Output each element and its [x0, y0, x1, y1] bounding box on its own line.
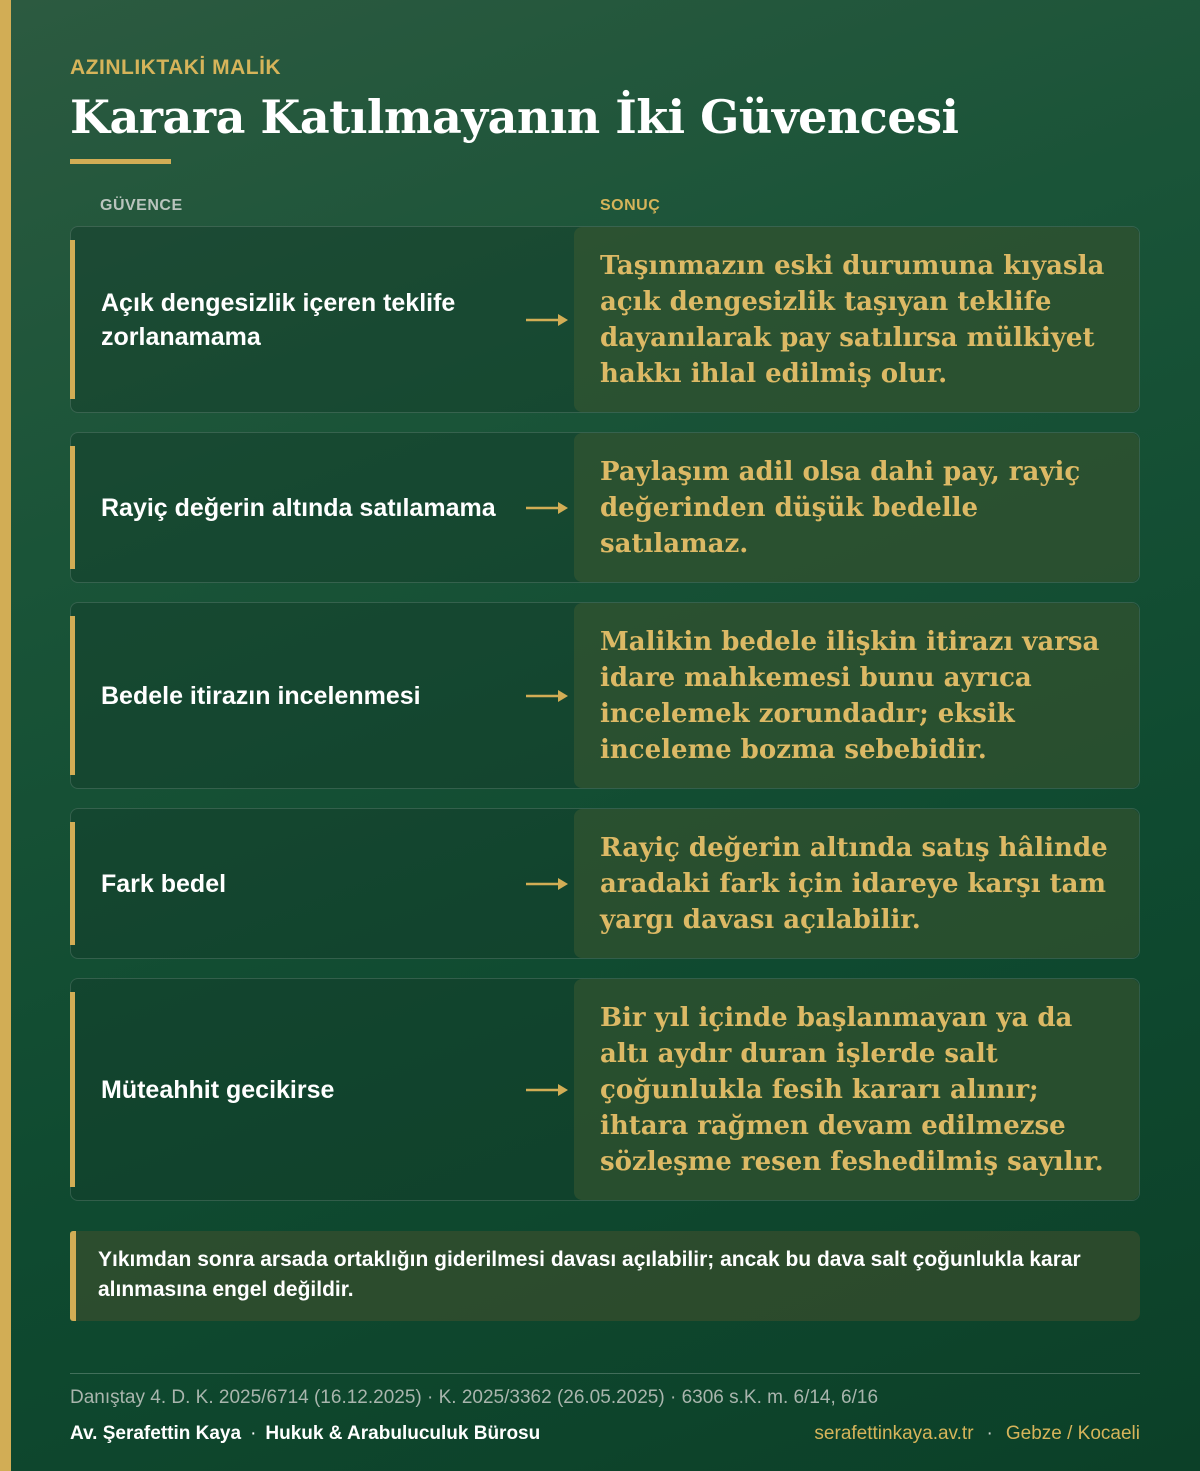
eyebrow-label: AZINLIKTAKİ MALİK: [70, 56, 282, 79]
arrow-right-icon: [526, 689, 568, 703]
arrow-right-icon: [526, 501, 568, 515]
footer-divider: [70, 1373, 1140, 1374]
result-text: Bir yıl içinde başlanmayan ya da altı aydır duran işlerde salt çoğunlukla fesih kararı alınır; ihtara rağmen devam edilmezse sözleşme resen feshedilmiş sayılır.: [600, 1002, 1104, 1177]
result-text: Paylaşım adil olsa dahi pay, rayiç değerinden düşük bedelle satılamaz.: [600, 456, 1081, 559]
note-accent-bar: [70, 1231, 76, 1321]
row-accent-bar: [70, 822, 75, 945]
row-accent-bar: [70, 446, 75, 569]
arrow-right-icon: [526, 313, 568, 327]
guarantee-label: Müteahhit gecikirse: [101, 1075, 335, 1104]
column-header-guarantee: GÜVENCE: [100, 197, 183, 214]
guarantee-row: [70, 432, 1140, 583]
title-underline: [70, 159, 171, 164]
result-text: Taşınmazın eski durumuna kıyasla açık dengesizlik taşıyan teklife dayanılarak pay satılırsa mülkiyet hakkı ihlal edilmiş olur.: [600, 250, 1105, 389]
guarantee-label: Fark bedel: [101, 869, 227, 898]
row-accent-bar: [70, 616, 75, 775]
guarantee-row: [70, 978, 1140, 1201]
arrow-right-icon: [526, 877, 568, 891]
guarantee-row: [70, 808, 1140, 959]
separator-dot: ·: [986, 1423, 993, 1444]
left-gold-stripe: [0, 0, 11, 1471]
row-accent-bar: [70, 992, 75, 1187]
note-text: Yıkımdan sonra arsada ortaklığın giderilmesi davası açılabilir; ancak bu dava salt çoğunlukla karar alınmasına engel değildir.: [98, 1248, 1081, 1301]
guarantee-label: Açık dengesizlik içeren teklife zorlanamama: [101, 288, 456, 351]
footer-credit: [70, 1423, 540, 1445]
column-header-result: SONUÇ: [600, 197, 661, 214]
result-box: [574, 433, 1139, 582]
row-accent-bar: [70, 240, 75, 399]
author-name: Av. Şerafettin Kaya: [70, 1423, 242, 1444]
guarantee-label: Bedele itirazın incelenmesi: [101, 681, 421, 710]
location-text: Gebze / Kocaeli: [1005, 1423, 1140, 1444]
guarantee-label: Rayiç değerin altında satılamama: [101, 493, 496, 522]
result-text: Rayiç değerin altında satış hâlinde aradaki fark için idareye karşı tam yargı davası açılabilir.: [600, 832, 1108, 935]
guarantee-row: [70, 602, 1140, 789]
result-box: [574, 603, 1139, 788]
result-box: [574, 979, 1139, 1200]
separator-dot: ·: [250, 1423, 257, 1444]
website-link[interactable]: serafettinkaya.av.tr: [814, 1423, 974, 1444]
result-text: Malikin bedele ilişkin itirazı varsa idare mahkemesi bunu ayrıca incelemek zorundadır; eksik inceleme bozma sebebidir.: [600, 626, 1100, 765]
page-title: Karara Katılmayanın İki Güvencesi: [70, 90, 959, 144]
citation-text: Danıştay 4. D. K. 2025/6714 (16.12.2025) · K. 2025/3362 (26.05.2025) · 6306 s.K. m. 6/14, 6/16: [70, 1387, 879, 1408]
note-callout: [70, 1231, 1140, 1321]
result-box: [574, 227, 1139, 412]
firm-name: Hukuk & Arabuluculuk Bürosu: [265, 1423, 541, 1444]
result-box: [574, 809, 1139, 958]
arrow-right-icon: [526, 1083, 568, 1097]
guarantee-row: [70, 226, 1140, 413]
footer-contact: [814, 1423, 1140, 1445]
